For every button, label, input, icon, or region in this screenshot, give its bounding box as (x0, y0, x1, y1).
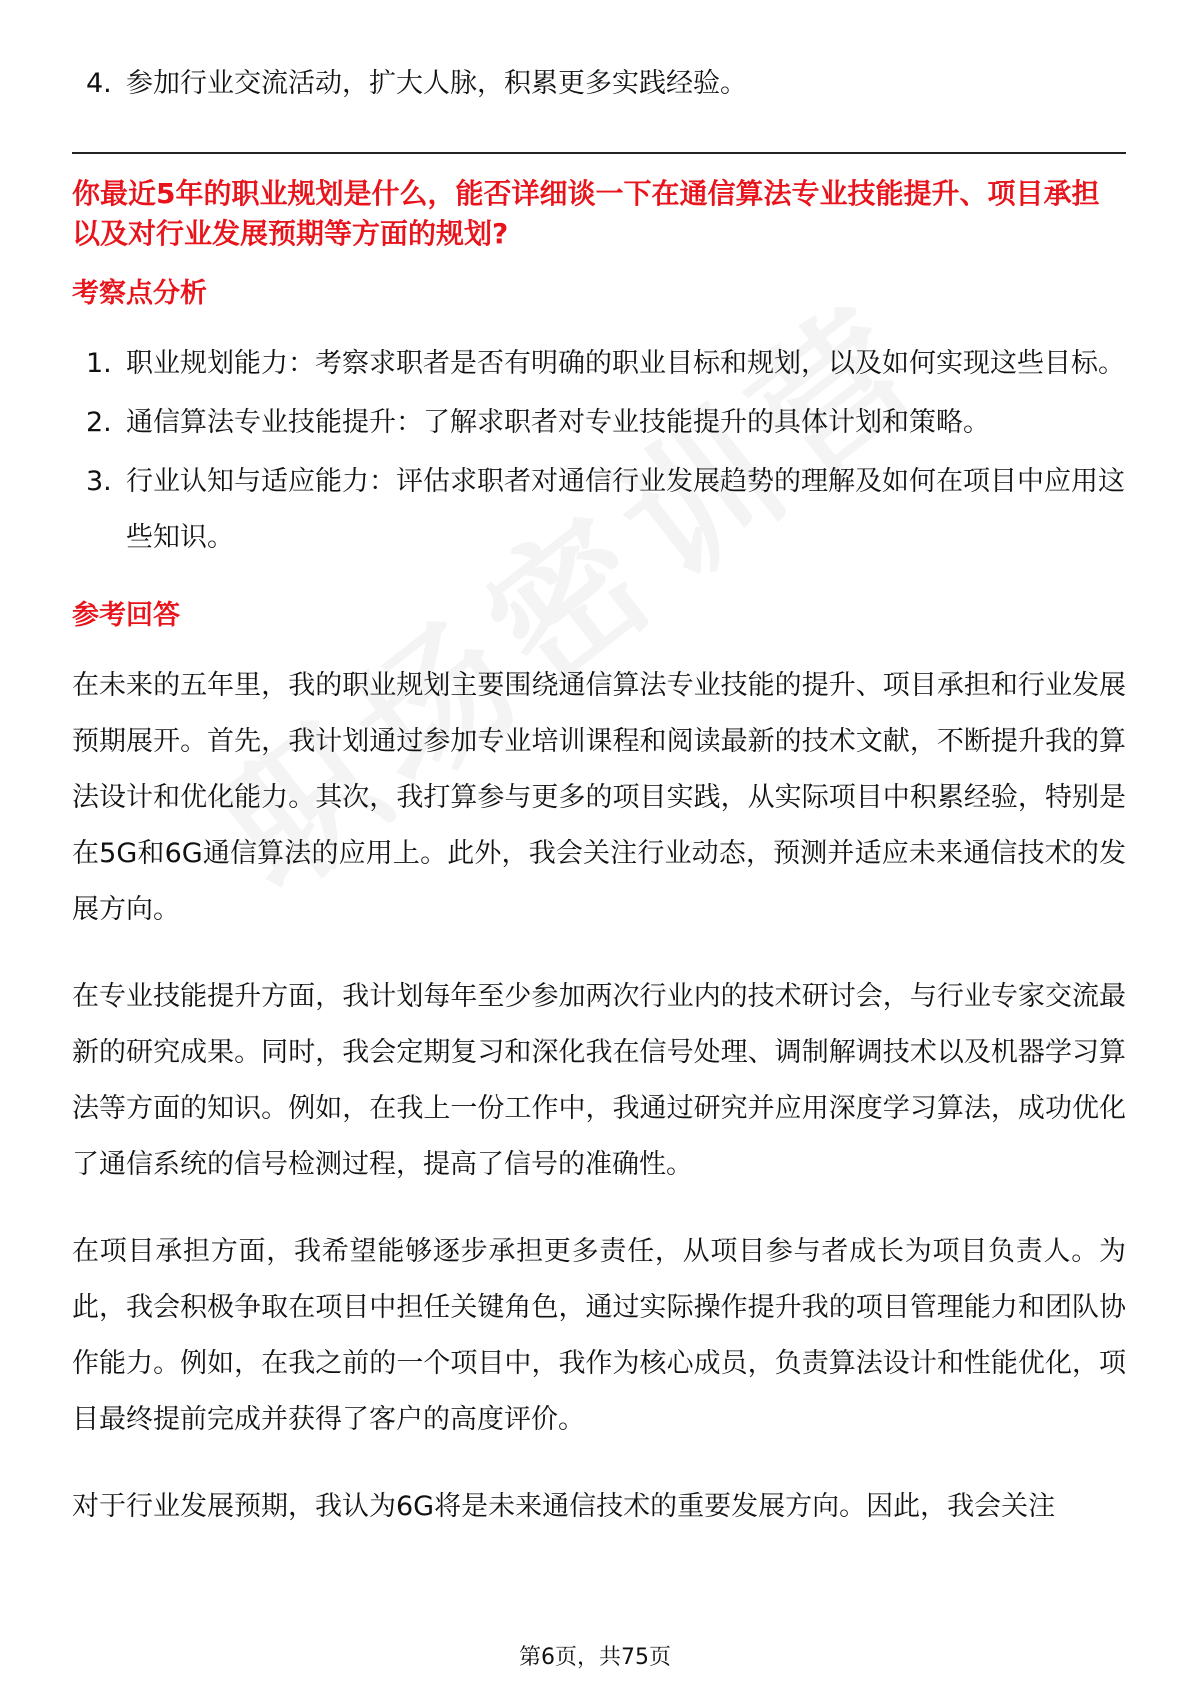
section-divider (72, 152, 1126, 154)
list-item (72, 395, 1126, 451)
list-item-text: 行业认知与适应能力：评估求职者对通信行业发展趋势的理解及如何在项目中应用这些知识。 (126, 466, 1125, 553)
page-number-footer: 第6页，共75页 (519, 1645, 671, 1670)
interview-question: 你最近5年的职业规划是什么，能否详细谈一下在通信算法专业技能提升、项目承担以及对行业发展预期等方面的规划? (72, 177, 1100, 250)
list-item (72, 56, 1126, 112)
list-item (72, 454, 1126, 566)
list-item-number: 4. (86, 68, 112, 99)
list-item-text: 职业规划能力：考察求职者是否有明确的职业目标和规划，以及如何实现这些目标。 (126, 348, 1125, 379)
answer-paragraph: 对于行业发展预期，我认为6G将是未来通信技术的重要发展方向。因此，我会关注 (72, 1491, 1056, 1522)
answer-paragraph: 在专业技能提升方面，我计划每年至少参加两次行业内的技术研讨会，与行业专家交流最新的研究成果。同时，我会定期复习和深化我在信号处理、调制解调技术以及机器学习算法等方面的知识。例如，在我上一份工作中，我通过研究并应用深度学习算法，成功优化了通信系统的信号检测过程，提高了信号的准确性。 (72, 981, 1126, 1180)
answer-paragraph: 在项目承担方面，我希望能够逐步承担更多责任，从项目参与者成长为项目负责人。为此，我会积极争取在项目中担任关键角色，通过实际操作提升我的项目管理能力和团队协作能力。例如，在我之前的一个项目中，我作为核心成员，负责算法设计和性能优化，项目最终提前完成并获得了客户的高度评价。 (72, 1236, 1126, 1435)
list-item-number: 3. (86, 466, 112, 497)
list-item-text: 通信算法专业技能提升：了解求职者对专业技能提升的具体计划和策略。 (126, 407, 990, 438)
list-item-number: 2. (86, 407, 112, 438)
list-item (72, 336, 1126, 392)
top-numbered-list (72, 56, 1126, 112)
analysis-list (72, 336, 1126, 566)
list-item-text: 参加行业交流活动，扩大人脉，积累更多实践经验。 (126, 68, 747, 99)
analysis-heading: 考察点分析 (72, 278, 207, 309)
answer-heading: 参考回答 (72, 600, 180, 631)
answer-paragraph: 在未来的五年里，我的职业规划主要围绕通信算法专业技能的提升、项目承担和行业发展预期展开。首先，我计划通过参加专业培训课程和阅读最新的技术文献，不断提升我的算法设计和优化能力。其次，我打算参与更多的项目实践，从实际项目中积累经验，特别是在5G和6G通信算法的应用上。此外，我会关注行业动态，预测并适应未来通信技术的发展方向。 (72, 670, 1126, 925)
page-content (72, 56, 1126, 1535)
list-item-number: 1. (86, 348, 112, 379)
